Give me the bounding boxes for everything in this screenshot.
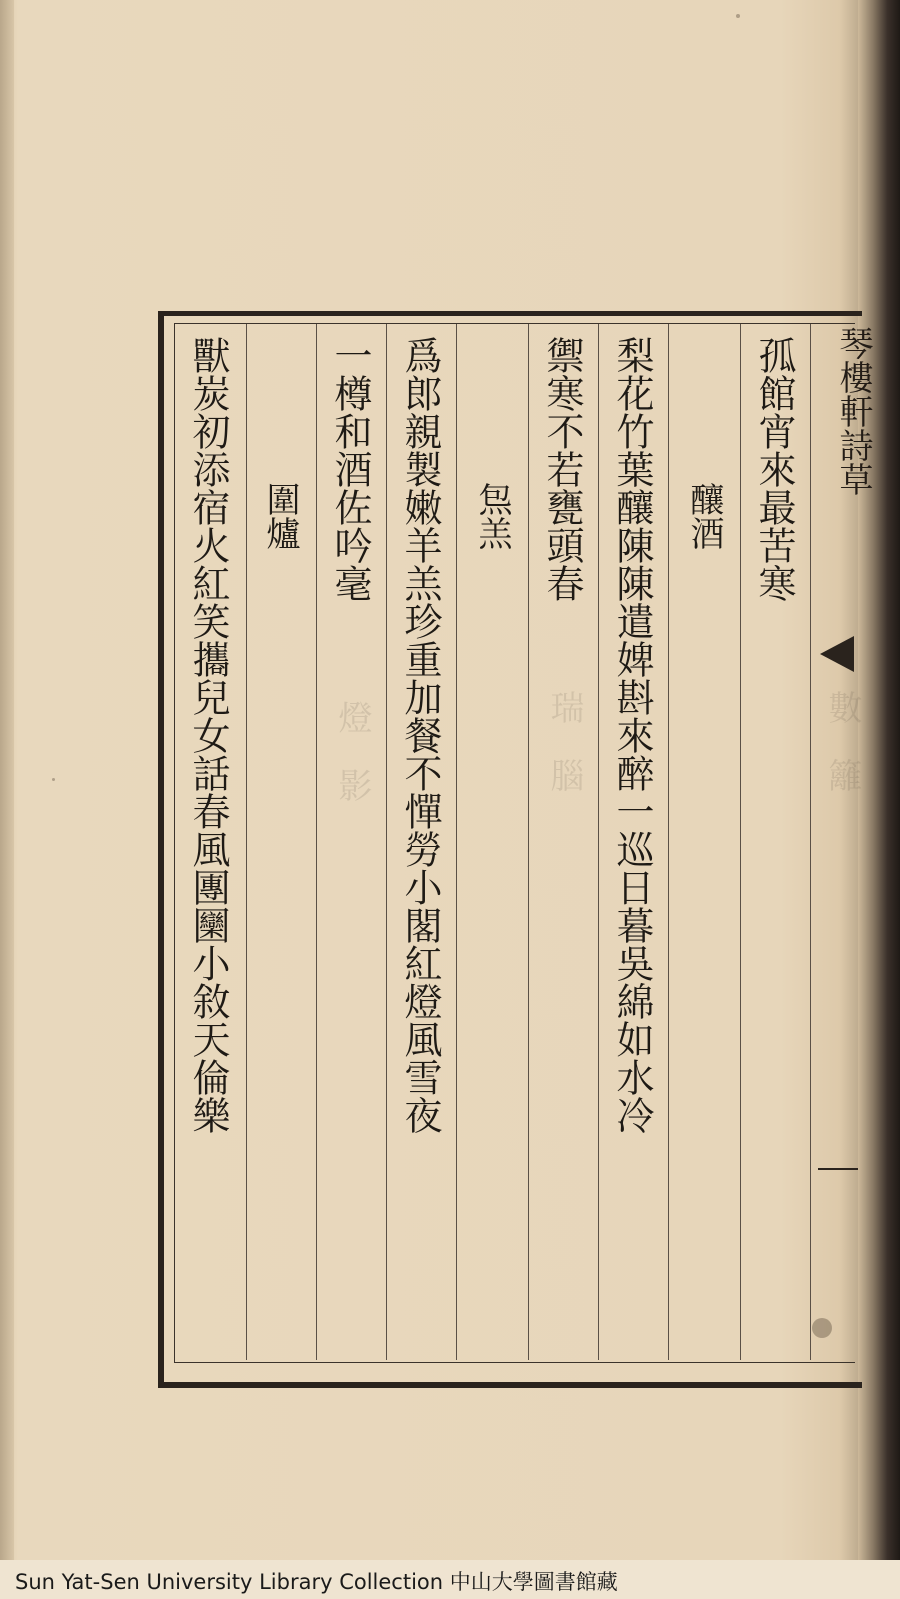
library-credit: Sun Yat-Sen University Library Collection 中山大學圖書館藏 [15, 1570, 618, 1594]
column-rule [456, 324, 457, 1360]
ink-speck [52, 778, 55, 781]
column-rule [528, 324, 529, 1360]
column-rule [246, 324, 247, 1360]
bleed-through-mark: 瑞 腦 [544, 690, 584, 792]
bleed-through-mark: 燈 影 [332, 700, 372, 802]
fold-center-mark [818, 1168, 858, 1170]
column-rule [740, 324, 741, 1360]
verse-column-9: 獸炭初添宿火紅笑攜兒女話春風團圞小敘天倫樂 [186, 336, 230, 1134]
fish-tail-mark [820, 636, 854, 672]
poem-title-niangjiu: 釀酒 [684, 482, 724, 550]
verse-column-4: 禦寒不若甕頭春 [540, 336, 584, 602]
margin-book-title: 琴樓軒詩草 [833, 326, 873, 496]
verse-column-3: 梨花竹葉釀陳陳遣婢斟來醉一巡日暮吳綿如水冷 [610, 336, 654, 1134]
verse-column-6: 爲郎親製嫩羊羔珍重加餐不憚勞小閣紅燈風雪夜 [398, 336, 442, 1134]
bleed-through-mark: 數 籬 [822, 690, 862, 792]
book-edge [858, 0, 900, 1599]
column-rule [598, 324, 599, 1360]
poem-title-paogao: 炰羔 [472, 482, 512, 550]
gutter-shadow [0, 0, 14, 1599]
column-rule [316, 324, 317, 1360]
verse-column-7: 一樽和酒佐吟毫 [328, 336, 372, 602]
column-rule [668, 324, 669, 1360]
column-rule [810, 324, 811, 1360]
ink-speck [736, 14, 740, 18]
poem-title-weilu: 圍爐 [260, 482, 300, 550]
column-rule [386, 324, 387, 1360]
verse-column-1: 孤館宵來最苦寒 [752, 336, 796, 602]
